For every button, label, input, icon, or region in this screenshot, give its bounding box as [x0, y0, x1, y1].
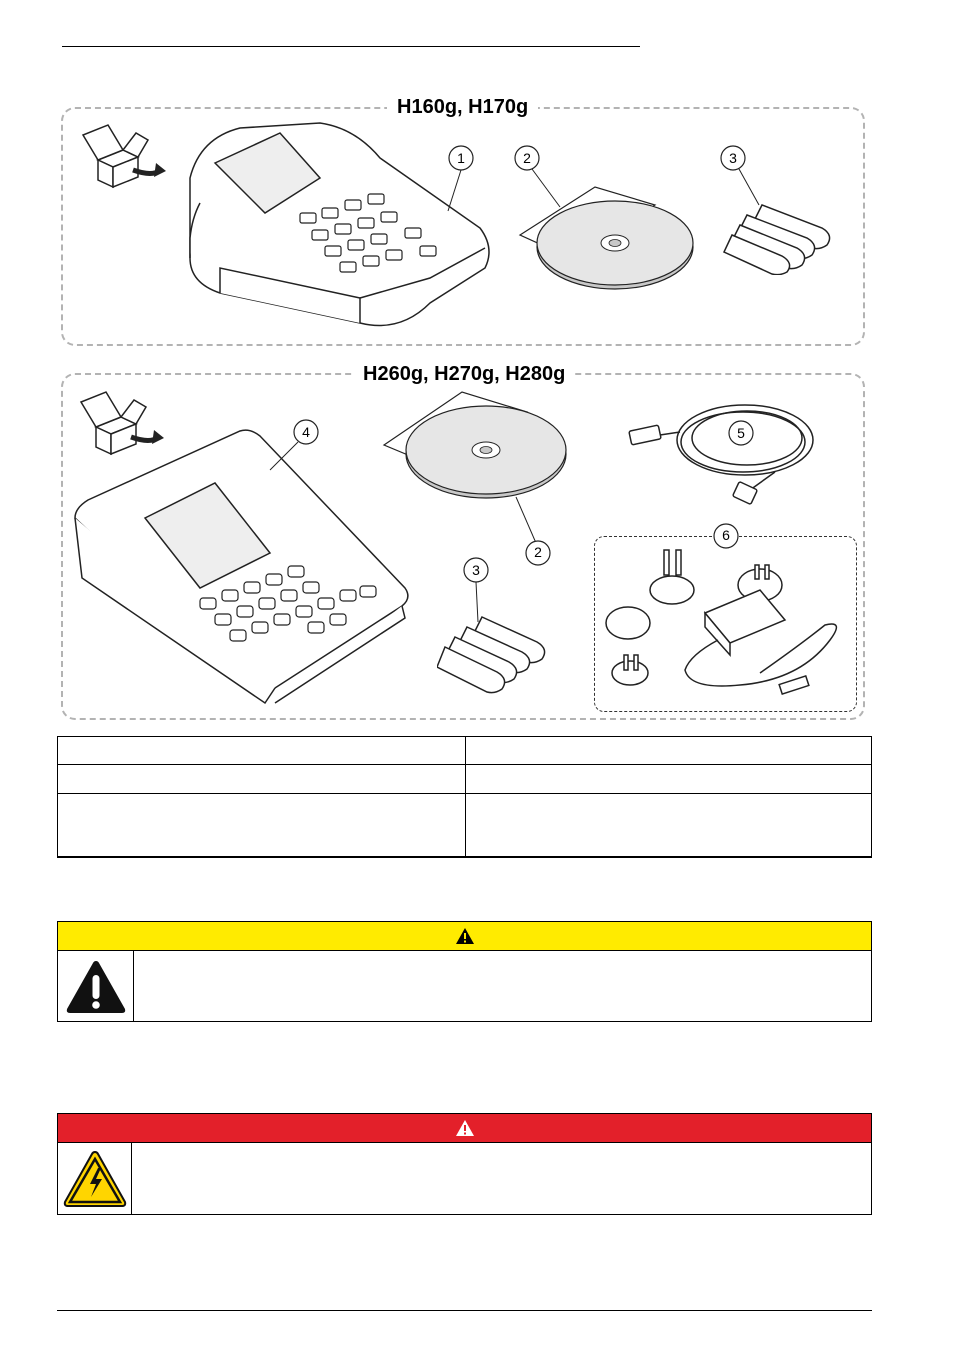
table-cell: [466, 765, 872, 794]
usb-cable-image: [625, 390, 820, 515]
table-cell: [466, 737, 872, 765]
warning-header-icon: [455, 927, 475, 945]
callout-1-label: 1: [457, 150, 465, 166]
table-row: [58, 765, 872, 794]
electrical-hazard-icon: [63, 1150, 127, 1208]
benchtop-meter-image: [70, 428, 415, 708]
power-adapter-image: [600, 545, 852, 705]
danger-header-bar: [58, 1114, 871, 1143]
danger-notice: [57, 1113, 872, 1215]
danger-icon-cell: [58, 1143, 132, 1215]
group-title-benchtop: H260g, H270g, H280g: [353, 363, 575, 385]
warning-icon-cell: [58, 951, 134, 1022]
warning-triangle-icon: [65, 959, 127, 1015]
warning-header-bar: [58, 922, 871, 951]
callout-2-label: 2: [523, 150, 531, 166]
danger-text: [132, 1143, 871, 1215]
top-rule: [62, 46, 640, 47]
callout-6-label: 6: [722, 527, 730, 543]
callout-3-label: 3: [729, 150, 737, 166]
table-cell: [58, 794, 466, 858]
table-row: [58, 794, 872, 858]
warning-text: [134, 951, 871, 1022]
cd-image: [382, 390, 572, 505]
bottom-rule: [57, 1310, 872, 1311]
unbox-icon: [78, 115, 168, 195]
warning-notice: [57, 921, 872, 1022]
table-row: [58, 737, 872, 765]
group-title-handheld: H160g, H170g: [387, 96, 538, 118]
legend-table: [57, 736, 872, 858]
callout-5-label: 5: [737, 425, 745, 441]
table-cell: [466, 794, 872, 858]
table-cell: [58, 737, 466, 765]
callout-2b-label: 2: [534, 544, 542, 560]
danger-header-icon: [455, 1119, 475, 1137]
callout-4-label: 4: [302, 424, 310, 440]
table-cell: [58, 765, 466, 794]
callout-3b-label: 3: [472, 562, 480, 578]
